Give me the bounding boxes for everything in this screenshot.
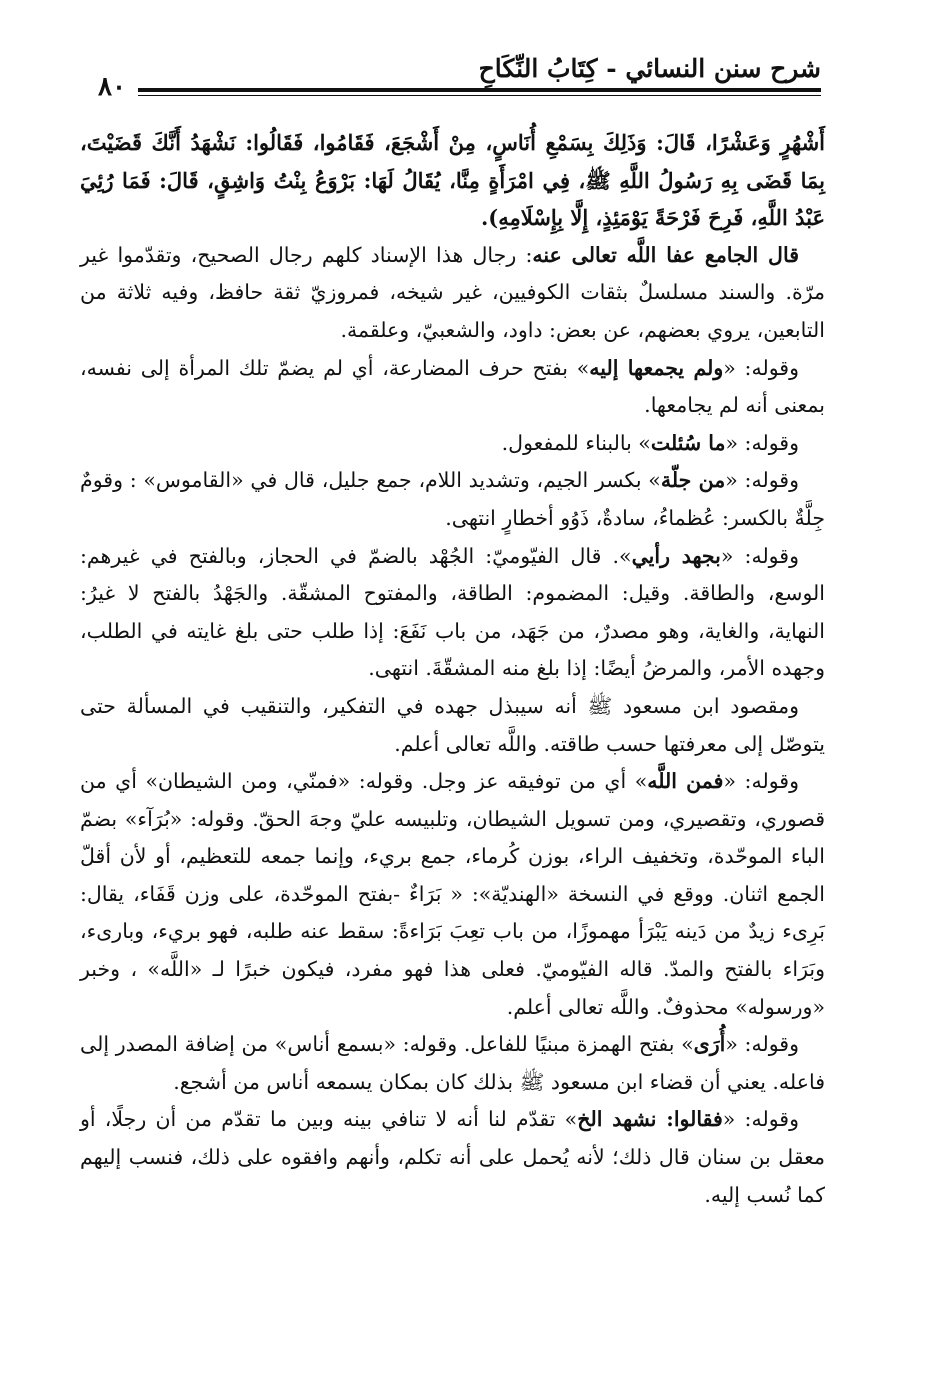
- commentary-text: ومقصود ابن مسعود ﷺ أنه سيبذل جهده في التفكير، والتنقيب في المسألة حتى يتوصّل إلى معرفتها حسب طاقته. واللَّه تعالى أعلم.: [80, 693, 825, 756]
- commentary-prefix: وقوله: «: [725, 468, 799, 493]
- commentary-text: » بفتح حرف المضارعة، أي لم يضمّ تلك المرأة إلى نفسه، بمعنى أنه لم يجامعها.: [80, 355, 825, 418]
- commentary-text: » تقدّم لنا أنه لا تنافي بينه وبين ما تقدّم من أن رجلًا، أو معقل بن سنان قال ذلك؛ لأنه يُحمل على أنه تكلم، وأنهم وافقوه على ذلك، فنسب إليهم كما نُسب إليه.: [80, 1107, 825, 1207]
- compiler-note-lead: قال الجامع عفا اللَّه تعالى عنه: [532, 242, 800, 267]
- hadith-text: أَشْهُرٍ وَعَشْرًا، قَالَ: وَذَلِكَ بِسَمْعِ أُنَاسٍ، مِنْ أَشْجَعَ، فَقَامُوا، فَقَالُوا: نَشْهَدُ أَنَّكَ قَضَيْتَ، بِمَا قَضَى بِهِ رَسُولُ اللَّهِ ﷺ، فِي امْرَأَةٍ مِنَّا، يُقَالُ لَهَا: بَرْوَعُ بِنْتُ وَاشِقٍ، قَالَ: فَمَا رُئِيَ عَبْدُ اللَّهِ، فَرِحَ فَرْحَةً يَوْمَئِذٍ، إِلَّا بِإِسْلَامِهِ).: [80, 130, 825, 231]
- commentary-paragraph: [80, 688, 825, 763]
- commentary-lemma: بجهد رأيي: [631, 543, 721, 568]
- commentary-prefix: وقوله: «: [725, 1032, 799, 1057]
- commentary-paragraph: [80, 1101, 825, 1214]
- commentary-lemma: ما سُئلت: [650, 430, 726, 455]
- commentary-paragraph: [80, 1026, 825, 1101]
- commentary-prefix: وقوله: «: [722, 1107, 799, 1132]
- page-body: [80, 124, 825, 1214]
- commentary-lemma: ولم يجمعها إليه: [589, 355, 724, 380]
- commentary-prefix: وقوله: «: [723, 769, 799, 794]
- running-title: شرح سنن النسائي - كِتَابُ النِّكَاحِ: [478, 54, 821, 83]
- commentary-lemma: أُرَى: [693, 1032, 726, 1057]
- commentary-prefix: وقوله: «: [720, 543, 799, 568]
- compiler-note-text: : رجال هذا الإسناد كلهم رجال الصحيح، وتقدّموا غير مرّة. والسند مسلسلٌ بثقات الكوفيين، غير شيخه، فمروزيّ ثقة حافظ، وفيه ثلاثة من التابعين، يروي بعضهم، عن بعض: داود، والشعبيّ، وعلقمة.: [80, 242, 825, 342]
- commentary-lemma: فمن اللَّه: [647, 769, 724, 794]
- commentary-text: » أي من توفيقه عز وجل. وقوله: «فمنّي، ومن الشيطان» أي من قصوري، وتقصيري، ومن تسويل الشيطان، وتلبيسه عليّ وجهَ الحقّ. وقوله: «بُرَآء» بضمّ الباء الموحّدة، وتخفيف الراء، بوزن كُرماء، جمع بريء، وإنما جمعه للتعظيم، أو لأن أقلّ الجمع اثنان. ووقع في النسخة «الهنديّة»: « بَرَاءٌ -بفتح الموحّدة، على وزن قَفَاء، يقال: بَرِىء زيدٌ من دَينه يَبْرَأ مهموزًا، من باب تعِبَ بَرَاءةً: سقط عنه طلبه، فهو بريء، وبارىء، وبَرَاء بالفتح والمدّ. قاله الفيّوميّ. فعلى هذا فهو مفرد، فيكون خبرًا لـ «اللَّه» ، وخبر «ورسوله» محذوفٌ. واللَّه تعالى أعلم.: [80, 769, 825, 1019]
- commentary-paragraph: [80, 350, 825, 425]
- hadith-quote-end: [80, 124, 825, 237]
- commentary-lemma: من جلّة: [660, 468, 726, 493]
- commentary-text: » بالبناء للمفعول.: [501, 430, 651, 455]
- header-rule-thin: [86, 95, 821, 96]
- commentary-prefix: وقوله: «: [725, 430, 799, 455]
- commentary-text: » بفتح الهمزة مبنيًا للفاعل. وقوله: «بسمع أناس» من إضافة المصدر إلى فاعله. يعني أن قضاء ابن مسعود ﷺ بذلك كان بمكان يسمعه أناس من أشجع.: [80, 1032, 825, 1094]
- commentary-lemma: فقالوا: نشهد الخ: [577, 1107, 723, 1132]
- page-number: ٨٠: [86, 72, 138, 102]
- commentary-text: ». قال الفيّوميّ: الجُهْد بالضمّ في الحجاز، وبالفتح في غيرهم: الوسع، والطاقة. وقيل: المضموم: الطاقة، والمفتوح المشقّة. والجَهْدُ بالفتح لا غيرُ: النهاية، والغاية، وهو مصدرٌ، من جَهَد، من باب نَفَعَ: إذا طلب حتى بلغ غايته في الطلب، وجهده الأمر، والمرضُ أيضًا: إذا بلغ منه المشقّةَ. انتهى.: [80, 543, 825, 681]
- commentary-paragraph: [80, 538, 825, 688]
- commentary-paragraph: [80, 425, 825, 463]
- page-header: [86, 54, 821, 104]
- commentary-text: » بكسر الجيم، وتشديد اللام، جمع جليل، قال في «القاموس» : وقومٌ جِلَّةٌ بالكسر: عُظماءُ، سادةٌ، ذَوُو أخطارٍ انتهى.: [80, 468, 825, 530]
- header-rule-thick: [86, 88, 821, 92]
- compiler-note-paragraph: [80, 237, 825, 350]
- commentary-paragraph: [80, 462, 825, 537]
- commentary-paragraph: [80, 763, 825, 1026]
- commentary-prefix: وقوله: «: [723, 355, 799, 380]
